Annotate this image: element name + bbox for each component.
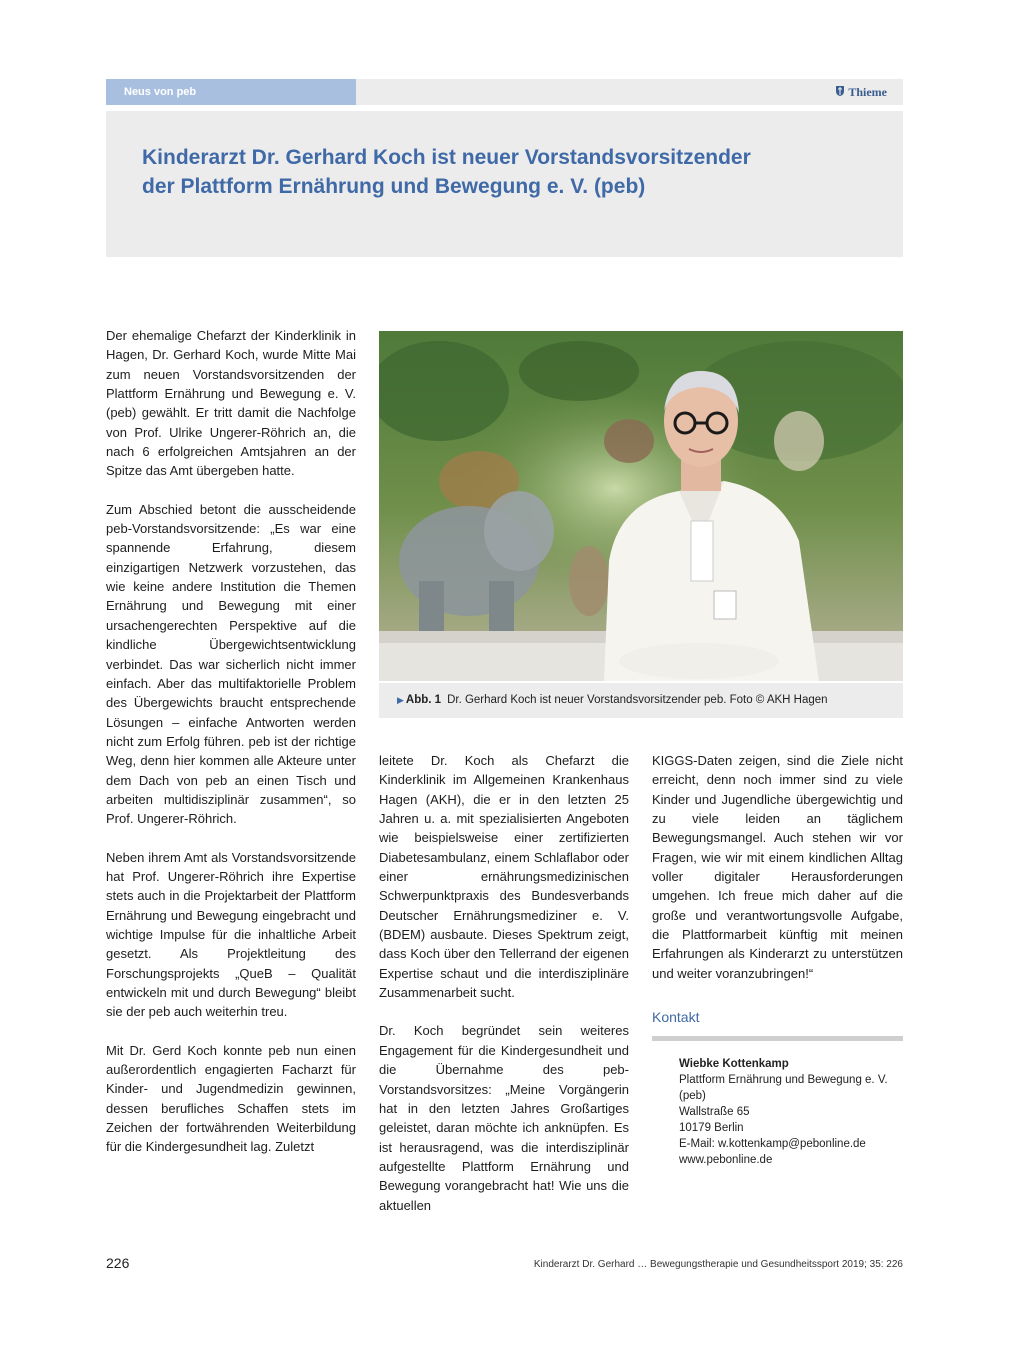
- section-tag: Neus von peb: [106, 79, 356, 105]
- contact-divider: [652, 1036, 903, 1041]
- body-column-2: [379, 751, 629, 1234]
- paragraph: Mit Dr. Gerd Koch konnte peb nun einen außerordentlich engagierten Facharzt für Kinder- und Jugendmedizin gewinnen, dessen berufliches Schaffen stets im Zeichen der fortwährenden Weiterbildung für die Kindergesundheit lag. Zuletzt: [106, 1042, 356, 1155]
- portrait-photo-illustration: [379, 331, 903, 681]
- article-title: [142, 143, 842, 201]
- caption-text: Dr. Gerhard Koch ist neuer Vorstandsvorsitzender peb. Foto © AKH Hagen: [447, 694, 828, 706]
- paragraph: Neben ihrem Amt als Vorstandsvorsitzende hat Prof. Ungerer-Röhrich ihre Expertise stets auch in die Projektarbeit der Plattform Ernährung und Bewegung eingebracht und wichtige Impulse für die inhaltliche Arbeit gesetzt. Als Projektleitung des Forschungsprojekts „QueB – Qualität entwickeln mit und durch Bewegung“ bleibt sie der peb auch weiterhin treu.: [106, 849, 356, 1020]
- contact-block: [679, 1056, 899, 1168]
- figure-label: Abb. 1: [405, 694, 442, 706]
- publisher-logo: [835, 79, 887, 105]
- paragraph: Der ehemalige Chefarzt der Kinderklinik in Hagen, Dr. Gerhard Koch, wurde Mitte Mai zum neuen Vorstandsvorsitzenden der Plattform Ernährung und Bewegung e. V. (peb) gewählt. Er tritt damit die Nachfolge von Prof. Ulrike Ungerer-Röhrich an, die nach 6 erfolgreichen Amtsjahren an der Spitze das Amt übergeben hatte.: [106, 328, 356, 479]
- page-number: 226: [106, 1255, 130, 1271]
- thieme-logo-icon: [835, 85, 845, 97]
- article-title-line1: Kinderarzt Dr. Gerhard Koch ist neuer Vorstandsvorsitzender: [142, 146, 751, 169]
- contact-website[interactable]: www.pebonline.de: [679, 1154, 773, 1166]
- article-photo: [379, 331, 903, 681]
- contact-name: Wiebke Kottenkamp: [679, 1058, 789, 1070]
- article-title-line2: der Plattform Ernährung und Bewegung e. V. (peb): [142, 175, 646, 198]
- paragraph: leitete Dr. Koch als Chefarzt die Kinderklinik im Allgemeinen Krankenhaus Hagen (AKH), die er in den letzten 25 Jahren u. a. mit spezialisierten Angeboten wie beispielsweise einer zertifizierten Diabetesambulanz, einem Schlaflabor oder einer ernährungsmedizinischen Schwerpunktpraxis des Bundesverbands Deutscher Ernährungsmediziner e. V. (BDEM) ausbaute. Dieses Spektrum zeigt, dass Koch über den Tellerrand der eigenen Expertise schaut und die interdisziplinäre Zusammenarbeit sucht.: [379, 753, 629, 1001]
- contact-email[interactable]: E-Mail: w.kottenkamp@pebonline.de: [679, 1138, 866, 1150]
- caption-marker-icon: ▶: [397, 695, 404, 705]
- body-column-3: [652, 751, 903, 1002]
- contact-org-abbr: (peb): [679, 1090, 706, 1102]
- figure-caption: [379, 683, 903, 718]
- footer-citation: Kinderarzt Dr. Gerhard … Bewegungstherapie und Gesundheitssport 2019; 35: 226: [533, 1259, 903, 1270]
- paragraph: Zum Abschied betont die ausscheidende peb-Vorstandsvorsitzende: „Es war eine spannende Erfahrung, diesem einzigartigen Netzwerk vorzustehen, das wie keine andere Institution die Themen Ernährung und Bewegung mit einer ursachengerechten Perspektive auf die kindliche Übergewichtsentwicklung verbindet. Das war sicherlich nicht immer einfach. Aber das multifaktorielle Problem des Übergewichts braucht entsprechende Lösungen – einfache Antworten werden nicht zum Erfolg führen. peb ist der richtige Weg, denn hier kommen alle Akteure unter dem Dach von peb an einen Tisch und arbeiten multidisziplinär zusammen“, so Prof. Ungerer-Röhrich.: [106, 501, 356, 827]
- paragraph: KIGGS-Daten zeigen, sind die Ziele nicht erreicht, denn noch immer sind zu viele Kinder und Jugendliche übergewichtig und zu viele leiden an täglichem Bewegungsmangel. Auch stehen wir vor Fragen, wie wir mit einem kindlichen Alltag voller digitaler Herausforderungen umgehen. Ich freue mich daher auf die große und verantwortungsvolle Aufgabe, die Plattformarbeit künftig mit meinen Erfahrungen als Kinderarzt zu unterstützen und weiter voranzubringen!“: [652, 753, 903, 981]
- contact-heading: Kontakt: [652, 1009, 700, 1025]
- title-panel: [106, 111, 903, 257]
- contact-street: Wallstraße 65: [679, 1106, 750, 1118]
- paragraph: Dr. Koch begründet sein weiteres Engagement für die Kindergesundheit und die Übernahme des peb-Vorstandsvorsitzes: „Meine Vorgängerin hat in den letzten Jahres Großartiges geleistet, daran möchte ich anknüpfen. Es ist herausragend, was die interdisziplinär aufgestellte Plattform Ernährung und Bewegung vorangebracht hat! Wie uns die aktuellen: [379, 1023, 629, 1213]
- header-bar: [106, 79, 903, 105]
- body-column-1: [106, 326, 356, 1176]
- publisher-name: Thieme: [848, 85, 887, 99]
- contact-org: Plattform Ernährung und Bewegung e. V.: [679, 1074, 888, 1086]
- contact-city: 10179 Berlin: [679, 1122, 744, 1134]
